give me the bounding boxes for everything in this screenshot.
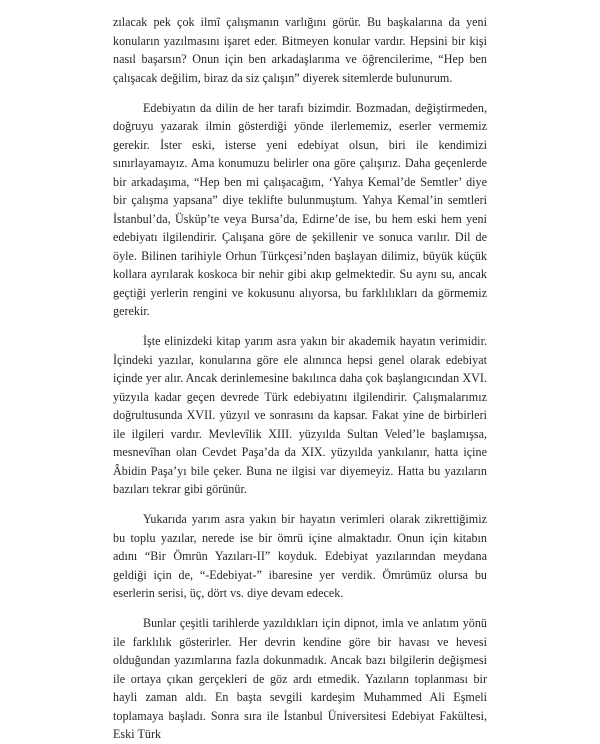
paragraph-iste-elinizdeki-kitap: İşte elinizdeki kitap yarım asra yakın bir akademik hayatın verimidir. İçindeki yazılar, konularına göre ele alınınca hepsi genel olarak edebiyat içinde yer alır. Ancak derinlemesine bakılınca daha çok başlangıcından XVI. yüzyıla kadar geçen devrede Türk edebiyatını ilgilendirir. Çalışmalarımız doğrultusunda XVII. yüzyıl ve sonrasını da kapsar. Fakat yine de birbirleri ile ilgileri vardır. Mevlevîlik XIII. yüzyılda Sultan Veled’le başlamışsa, mesnevîhan olan Cevdet Paşa’da da XIX. yüzyılda yankılanır, hatta içine Âbidin Paşa’yı bile çeker. Buna ne ilgisi var diyemeyiz. Hatta bu yazıların bazıları tekrar gibi görünür. — [113, 334, 487, 496]
body-text-column — [113, 13, 487, 744]
paragraph-edebiyatin-da-dilin-de: Edebiyatın da dilin de her tarafı bizimdir. Bozmadan, değiştirmeden, doğruyu yazarak ilmin gösterdiği yönde ilerlememiz, eserler vermemiz gerekir. İster eski, isterse yeni edebiyat olsun, biri ile kendimizi sınırlayamayız. Ama konumuzu belirler ona göre çalışırız. Daha geçenlerde bir arkadaşıma, “Hep ben mi çalışacağım, ‘Yahya Kemal’de Semtler’ diye bir çalışma yapsana” diye teklifte bulunmuştum. Yahya Kemal’in semtleri İstanbul’da, Üsküp’te veya Bursa’da, Edirne’de ise, bu hem eski hem yeni edebiyatı ilgilendirir. Çalışana göre de şekillenir ve sonuca varılır. Dil de öyle. Bilinen tarihiyle Orhun Türkçesi’nden başlayan dilimiz, büyük küçük kollara ayrılarak koskoca bir nehir gibi akıp gelmektedir. Su aynı su, ancak geçtiği yerlerin rengini ve kokusunu alıyorsa, bu farklılıkları da görmemiz gerekir. — [113, 100, 487, 318]
paragraph-yukarida-yarim-asra: Yukarıda yarım asra yakın bir hayatın verimleri olarak zikrettiğimiz bu toplu yazılar, nerede ise bir ömrü içine almaktadır. Onun için kitabın adını “Bir Ömrün Yazıları-II” koyduk. Edebiyat yazılarından meydana geldiği için de, “-Edebiyat-” ibaresine yer verdik. Ömrümüz olursa bu eserlerin serisi, üç, dört vs. diye devam edecek. — [113, 512, 487, 600]
paragraph-bunlar-cesitli-tarihlerde: Bunlar çeşitli tarihlerde yazıldıkları için dipnot, imla ve anlatım yönü ile farklılık gösterirler. Her devrin kendine göre bir havası ve hevesi olduğundan yazımlarına fazla dokunmadık. Ancak bazı bilgilerin değişmesi ile ortaya çıkan gerçekleri de göz ardı etmedik. Yazıların toplanması bir hayli zaman aldı. En başta sevgili kardeşim Muhammed Ali Eşmeli toplamaya başladı. Sonra sıra ile İstanbul Üniversitesi Edebiyat Fakültesi, Eski Türk — [113, 616, 487, 741]
paragraph-continuation: zılacak pek çok ilmî çalışmanın varlığını görür. Bu başkalarına da yeni konuların yazılmasını işaret eder. Bitmeyen konular vardır. Hepsini bir kişi nasıl başarsın? Onun için ben arkadaşlarıma ve öğrencilerime, “Hep ben çalışacak değilim, biraz da siz çalışın” diyerek sitemlerde bulunurum. — [113, 15, 487, 85]
